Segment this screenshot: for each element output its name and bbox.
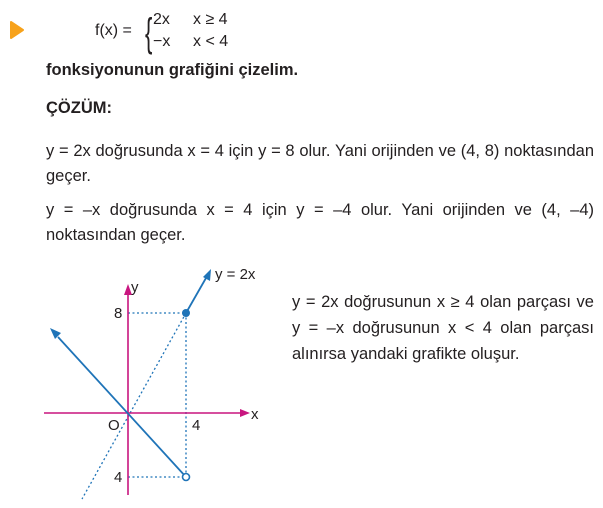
solution-heading: ÇÖZÜM: xyxy=(46,99,112,117)
y-axis-label: y xyxy=(131,279,139,296)
line-2x xyxy=(186,278,206,313)
paragraph-line-2x: y = 2x doğrusunda x = 4 için y = 8 olur. Yani orijinden ve (4, 8) noktasından geçer. xyxy=(46,142,594,185)
line-2x-label: y = 2x xyxy=(215,266,256,283)
case1-expression: 2x xyxy=(153,11,170,28)
y-tick-label-neg4: 4 xyxy=(114,469,123,486)
line-2x-arrow-icon xyxy=(203,269,211,281)
x-tick-label-4: 4 xyxy=(192,417,201,434)
y-tick-label-8: 8 xyxy=(114,305,123,322)
x-axis-arrow-icon xyxy=(240,409,250,417)
paragraph-line-neg-x: y = –x doğrusunda x = 4 için y = –4 olur. Yani orijinden ve (4, –4) noktasından geçer. xyxy=(46,201,594,244)
function-lhs: f(x) = xyxy=(95,22,132,39)
closed-point-4-8 xyxy=(182,309,190,317)
x-axis-label: x xyxy=(251,406,259,423)
piecewise-brace: { xyxy=(145,11,153,55)
case2-condition: x < 4 xyxy=(193,33,229,50)
problem-statement: fonksiyonunun grafiğini çizelim. xyxy=(46,61,299,79)
case1-condition: x ≥ 4 xyxy=(193,11,228,28)
line-neg-x xyxy=(58,337,186,477)
open-point-4-neg4 xyxy=(183,474,190,481)
dotted-2x-extension xyxy=(82,313,186,499)
graph-explanation: y = 2x doğrusunun x ≥ 4 olan parçası ve y = –x doğrusunun x < 4 olan parçası alınırsa yandaki grafikte oluşur. xyxy=(292,293,594,363)
case2-expression: −x xyxy=(153,33,171,50)
origin-label: O xyxy=(108,417,120,434)
